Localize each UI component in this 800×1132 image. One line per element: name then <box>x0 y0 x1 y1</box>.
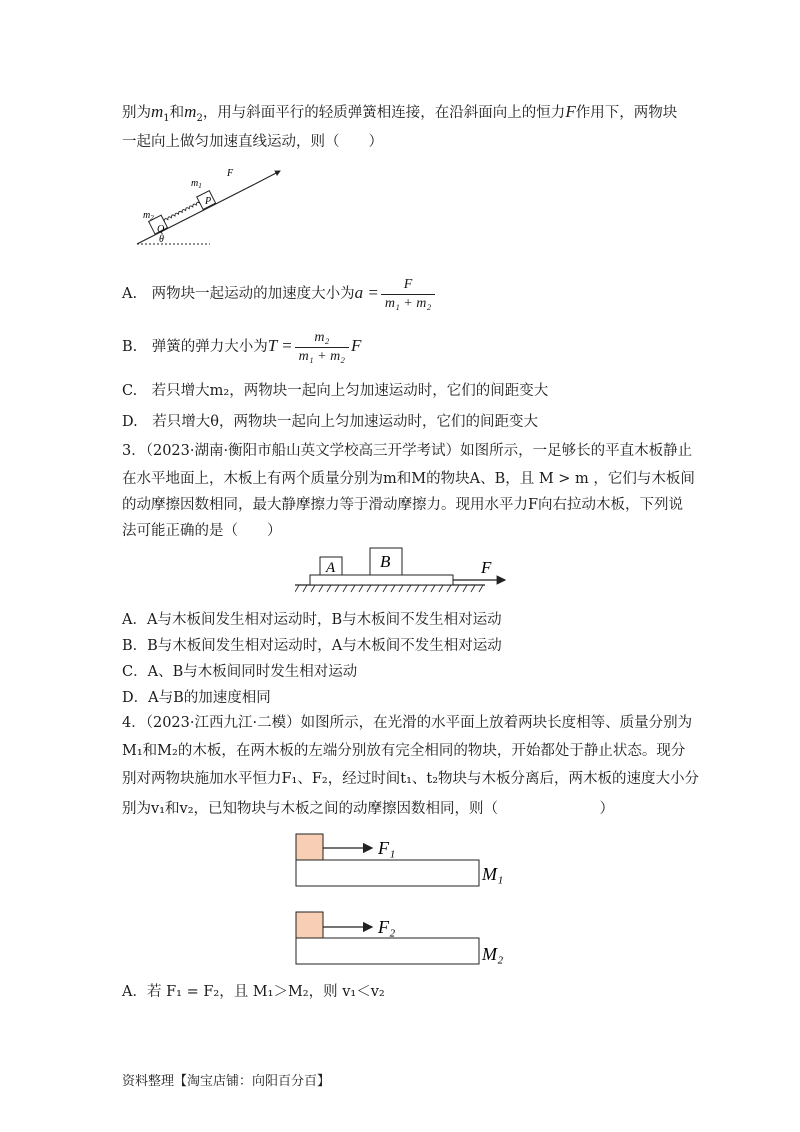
p4-stem-line1: 4．（2023·江西九江·二模）如图所示，在光滑的水平面上放着两块长度相等、质量分别为 <box>122 715 693 731</box>
m2-label: $m_2$ <box>143 210 154 222</box>
force-f1-label: F₁ <box>378 838 396 858</box>
p2-option-a: A. 两物块一起运动的加速度大小为a = $\frac{F}{\text{m₁ + m₂}}$ <box>122 275 437 313</box>
p3-stem-line2: 在水平地面上，木板上有两个质量分别为m和M的物块A、B，且 M > m ，它们与木板间 <box>122 471 695 487</box>
p3-option-c: C．A、B与木板间同时发生相对运动 <box>122 664 358 680</box>
p3-board-figure <box>295 545 510 595</box>
p2-option-d: D. 若只增大θ，两物块一起向上匀加速运动时，它们的间距变大 <box>122 414 538 430</box>
block-b-label: B <box>380 552 391 571</box>
f-label: F <box>227 168 234 179</box>
p3-stem-line4: 法可能正确的是（ ） <box>122 523 282 539</box>
p2-option-b: B. 弹簧的弹力大小为T = $\frac{\text{m₂}}{\text{m₁ + m₂}}$ F <box>122 329 362 364</box>
p2-incline-figure <box>135 160 285 250</box>
p4-stem-line2: M₁和M₂的木板，在两木板的左端分别放有完全相同的物块，开始都处于静止状态。现分 <box>122 743 686 759</box>
p2-option-c: C. 若只增大m₂，两物块一起向上匀加速运动时，它们的间距变大 <box>122 383 549 399</box>
p4-stem-line4: 别为v₁和v₂，已知物块与木板之间的动摩擦因数相同，则（ ） <box>122 801 615 817</box>
p3-option-d: D．A与B的加速度相同 <box>122 690 271 706</box>
force-f2-label: F₂ <box>378 917 396 937</box>
board-m1-label: M₁ <box>482 864 504 884</box>
board-m2-label: M₂ <box>482 944 504 964</box>
m1-label: $m_1$ <box>191 178 202 190</box>
p4-boards-figure <box>290 830 520 975</box>
p2-stem-line2: 一起向上做匀加速直线运动，则（ ） <box>122 134 383 150</box>
p4-stem-line3: 别对两物块施加水平恒力F₁、F₂，经过时间t₁、t₂物块与木板分离后，两木板的速度大小分 <box>122 771 700 787</box>
block-a-label: A <box>326 560 336 576</box>
p4-option-a: A．若 F₁ = F₂，且 M₁＞M₂，则 v₁＜v₂ <box>122 984 385 1000</box>
q-label: Q <box>157 224 165 235</box>
theta-label: θ <box>159 234 164 245</box>
p3-option-b: B．B与木板间发生相对运动时，A与木板间不发生相对运动 <box>122 638 502 654</box>
p3-stem-line1: 3．（2023·湖南·衡阳市船山英文学校高三开学考试）如图所示，一足够长的平直木板静止 <box>122 443 693 459</box>
page-footer: 资料整理【淘宝店铺：向阳百分百】 <box>122 1074 331 1089</box>
p2-stem-line1: 别为$m_1$和$m_2$，用与斜面平行的轻质弹簧相连接，在沿斜面向上的恒力F作用下，两物块 <box>122 102 678 124</box>
force-f-label: F <box>481 558 492 577</box>
p3-option-a: A．A与木板间发生相对运动时，B与木板间不发生相对运动 <box>122 612 502 628</box>
p3-stem-line3: 的动摩擦因数相同，最大静摩擦力等于滑动摩擦力。现用水平力F向右拉动木板，下列说 <box>122 497 684 513</box>
p-label: P <box>205 196 212 207</box>
